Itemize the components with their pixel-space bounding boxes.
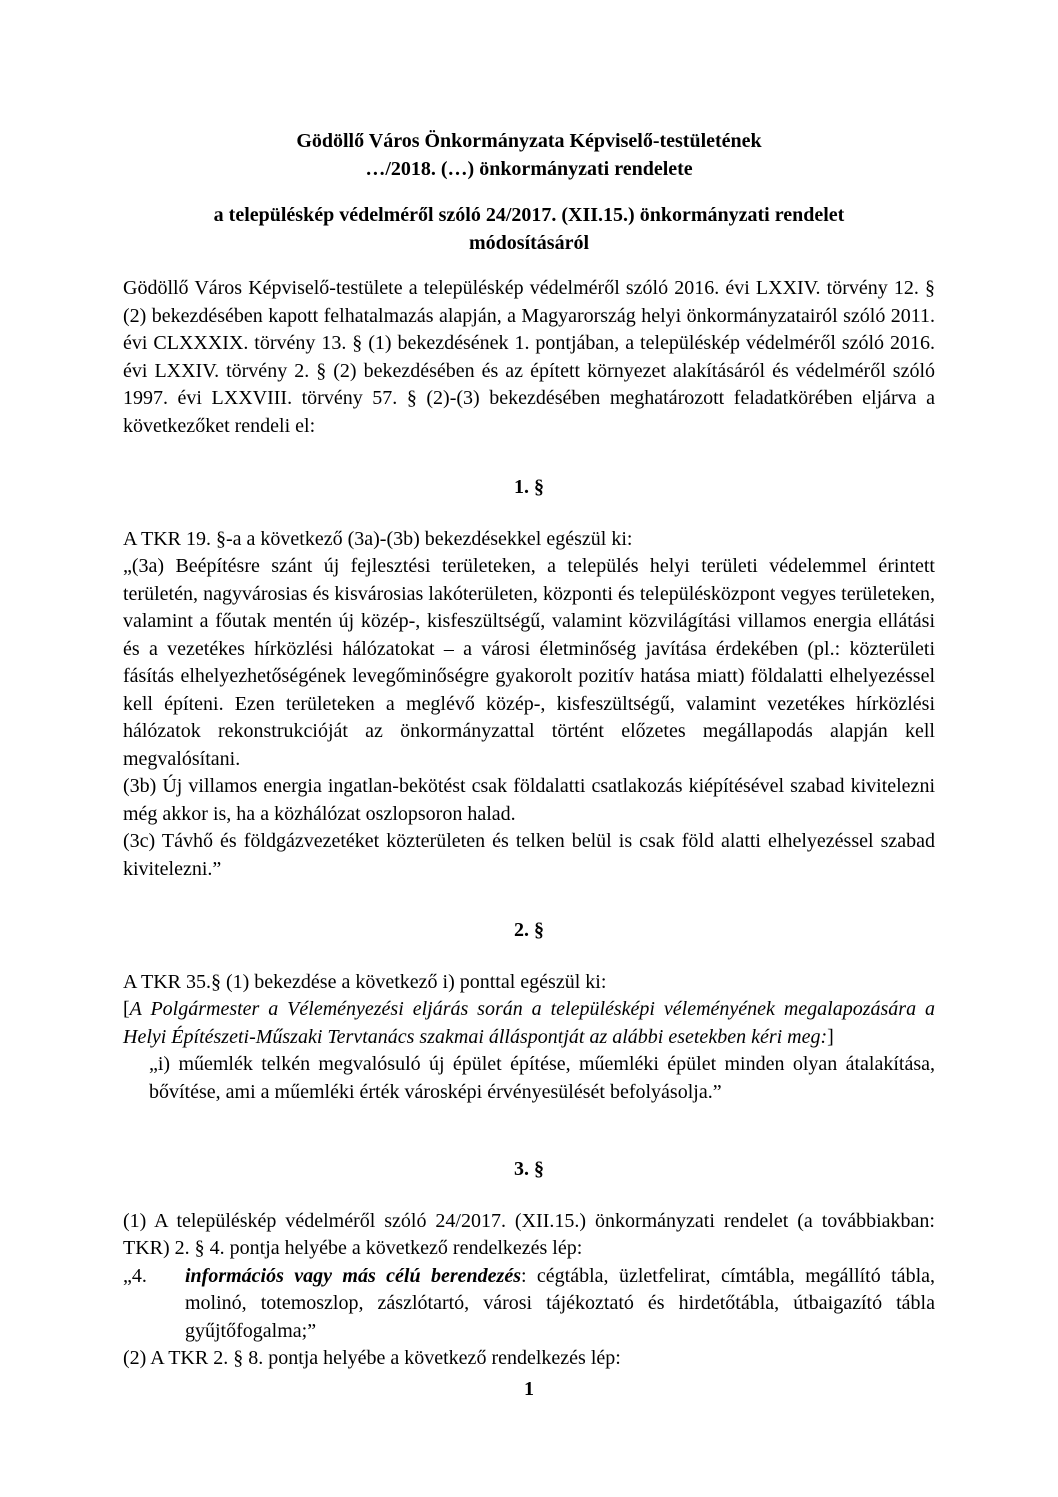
page-number: 1 <box>524 1378 534 1400</box>
section-2-heading: 2. § <box>514 919 544 941</box>
document-title-line1: Gödöllő Város Önkormányzata Képviselő-testületének <box>296 130 762 152</box>
section-2-item-i: „i) műemlék telkén megvalósuló új épület építése, műemléki épület minden olyan átalakítása, bővítése, ami a műemléki érték városképi érvényesülését befolyásolja.” <box>149 1053 935 1103</box>
document-title <box>123 128 935 183</box>
section-1-paragraph-3c: (3c) Távhő és földgázvezetéket közterületen és telken belül is csak föld alatti elhelyezéssel szabad kivitelezni.” <box>123 830 935 880</box>
section-2-intro: A TKR 35.§ (1) bekezdése a következő i) ponttal egészül ki: <box>123 970 607 993</box>
item-4-defined-term: információs vagy más célú berendezés <box>185 1264 521 1287</box>
section-1-intro: A TKR 19. §-a a következő (3a)-(3b) bekezdésekkel egészül ki: <box>123 527 633 550</box>
bracket-close: ] <box>827 1025 834 1048</box>
document-subtitle-line1: a településkép védelméről szóló 24/2017. (XII.15.) önkormányzati rendelet <box>213 204 845 226</box>
bracket-open: [ <box>123 998 130 1020</box>
document-subtitle <box>123 202 935 257</box>
section-1-paragraph-3a: „(3a) Beépítésre szánt új fejlesztési területeken, a település helyi területi védelemmel érintett területén, nagyvárosias és kisvárosias lakóterületen, központi és településközpont vegyes területeken, valamint a főutak mentén új közép-, kisfeszültségű, valamint közvilágítási villamos energia ellátási és a vezetékes hírközlési hálózatokat – a városi életminőség javítása érdekében (pl.: közterületi fásítás elhelyezhetőségének levegőminőségre gyakorolt pozitív hatása miatt) földalatti elhelyezéssel kell építeni. Ezen területeken a meglévő közép-, kisfeszültségű, valamint vezetékes hírközlési hálózatok rekonstrukcióját az önkormányzattal történt előzetes megállapodás alapján kell megvalósítani. <box>123 555 935 770</box>
item-4-definition-text: : cégtábla, üzletfelirat, címtábla, megállító tábla, molinó, totemoszlop, zászlótartó, városi tájékoztató és hirdetőtábla, útbaigazító tábla gyűjtőfogalma;” <box>185 1264 935 1342</box>
section-3-item-4 <box>123 1263 935 1346</box>
section-1-heading: 1. § <box>514 476 544 498</box>
document-body <box>123 128 935 1373</box>
section-2-bracketed-provision <box>123 996 935 1051</box>
section-1-paragraph-3b: (3b) Új villamos energia ingatlan-bekötést csak földalatti csatlakozás kiépítésével szabad kivitelezni még akkor is, ha a közhálózat oszlopsoron halad. <box>123 775 935 825</box>
section-3-paragraph-1: (1) A településkép védelméről szóló 24/2017. (XII.15.) önkormányzati rendelet (a továbbiakban: TKR) 2. § 4. pontja helyébe a következő rendelkezés lép: <box>123 1209 935 1259</box>
section-3-paragraph-2: (2) A TKR 2. § 8. pontja helyébe a következő rendelkezés lép: <box>123 1347 621 1369</box>
preamble-paragraph: Gödöllő Város Képviselő-testülete a településkép védelméről szóló 2016. évi LXXIV. törvény 12. § (2) bekezdésében kapott felhatalmazás alapján, a Magyarország helyi önkormányzatairól szóló 2011. évi CLXXXIX. törvény 13. § (1) bekezdésének 1. pontjában, a településkép védelméről szóló 2016. évi LXXIV. törvény 2. § (2) bekezdésében és az épített környezet alakításáról és védelméről szóló 1997. évi LXXVIII. törvény 57. § (2)-(3) bekezdésében meghatározott feladatkörében eljárva a következőket rendeli el: <box>123 277 935 437</box>
document-subtitle-line2: módosításáról <box>469 231 589 254</box>
document-title-line2: …/2018. (…) önkormányzati rendelete <box>365 157 693 180</box>
section-3-heading: 3. § <box>514 1158 544 1180</box>
item-4-label: „4. <box>123 1264 147 1287</box>
bracketed-provision-text: A Polgármester a Véleményezési eljárás során a településképi véleményének megalapozására a Helyi Építészeti-Műszaki Tervtanács szakmai álláspontját az alábbi esetekben kéri meg: <box>123 998 935 1048</box>
